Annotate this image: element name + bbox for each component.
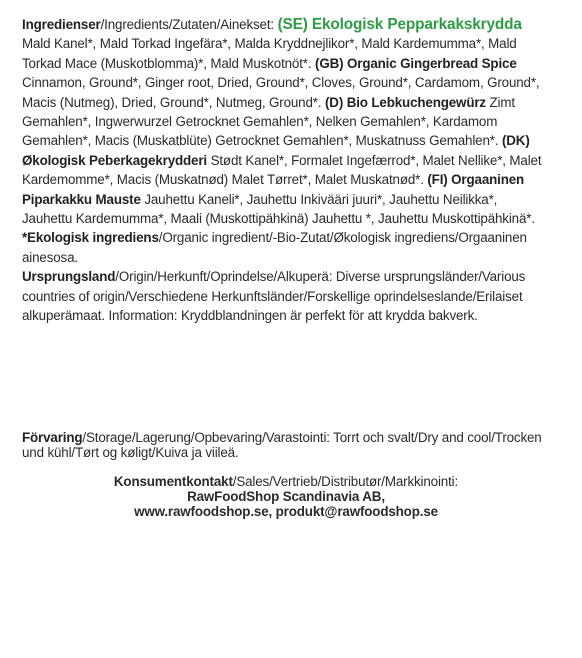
contact-line	[22, 474, 550, 489]
d-product-title: (D) Bio Lebkuchengewürz	[324, 94, 486, 110]
ingredients-paragraph	[22, 15, 550, 326]
organic-ingredient-text: /Organic ingredient/-Bio-Zutat/Økologisk ingrediens/Orgaaninen ainesosa.	[22, 230, 527, 265]
contact-roles: /Sales/Vertrieb/Distributør/Markkinointi:	[232, 474, 459, 489]
ingredients-heading: Ingredienser	[22, 17, 101, 32]
ingredients-heading-translations: /Ingredients/Zutaten/Ainekset:	[100, 17, 278, 32]
d-ingredient-list: Zimt Gemahlen*, Ingwerwurzel Getrocknet Gemahlen*, Nelken Gemahlen*, Kardamom Gemahlen*, Macis (Muskatblüte) Getrocknet Gemahlen*, Muskatnuss Gemahlen*.	[22, 94, 515, 149]
dk-product-title: (DK) Økologisk Peberkagekrydderi	[22, 133, 530, 168]
dk-ingredient-list: Stødt Kanel*, Formalet Ingefærrod*, Malet Nellike*, Malet Kardemomme*, Macis (Muskatnød) Malet Tørret*, Malet Muskatnød*.	[22, 152, 542, 188]
web-email: www.rawfoodshop.se, produkt@rawfoodshop.se	[134, 504, 438, 519]
gb-ingredient-list: Cinnamon, Ground*, Ginger root, Dried, Ground*, Cloves, Ground*, Cardamom, Ground*, Macis (Nutmeg), Dried, Ground*, Nutmeg, Ground*.	[22, 75, 540, 110]
company-name: RawFoodShop Scandinavia AB,	[187, 489, 385, 504]
fi-ingredient-list: Jauhettu Kaneli*, Jauhettu Inkivääri juuri*, Jauhettu Neilikka*, Jauhettu Kardemumma*, Maali (Muskottipähkinä) Jauhettu *, Jauhettu Muskottipähkinä*.	[22, 191, 535, 227]
organic-ingredient-title: *Ekologisk ingrediens	[22, 230, 159, 246]
contact-block	[22, 474, 550, 519]
storage-text: /Storage/Lagerung/Opbevaring/Varastointi: Torrt och svalt/Dry and cool/Trocken und kühl/Tørt og køligt/Kuiva ja viileä.	[22, 430, 542, 460]
fi-product-title: (FI) Orgaaninen Piparkakku Mauste	[22, 172, 525, 207]
storage-title: Förvaring	[22, 430, 83, 445]
se-product-title: (SE) Ekologisk Pepparkakskrydda	[277, 16, 522, 33]
gb-product-title: (GB) Organic Gingerbread Spice	[315, 55, 517, 71]
storage-paragraph	[22, 430, 550, 460]
contact-title: Konsumentkontakt	[113, 474, 233, 489]
se-ingredient-list: Mald Kanel*, Mald Torkad Ingefära*, Malda Kryddnejlikor*, Mald Kardemumma*, Mald Torkad Mace (Muskotblomma)*, Mald Muskotnöt*.	[22, 36, 517, 71]
origin-text: /Origin/Herkunft/Oprindelse/Alkuperä: Diverse ursprungsländer/Various countries of origin/Verschiedene Herkunftsländer/Forskellige oprindelseslande/Erilaiset alkuperämaat. Information: Kryddblandningen är perfekt för att krydda bakverk.	[22, 269, 526, 324]
origin-title: Ursprungsland	[22, 269, 116, 285]
